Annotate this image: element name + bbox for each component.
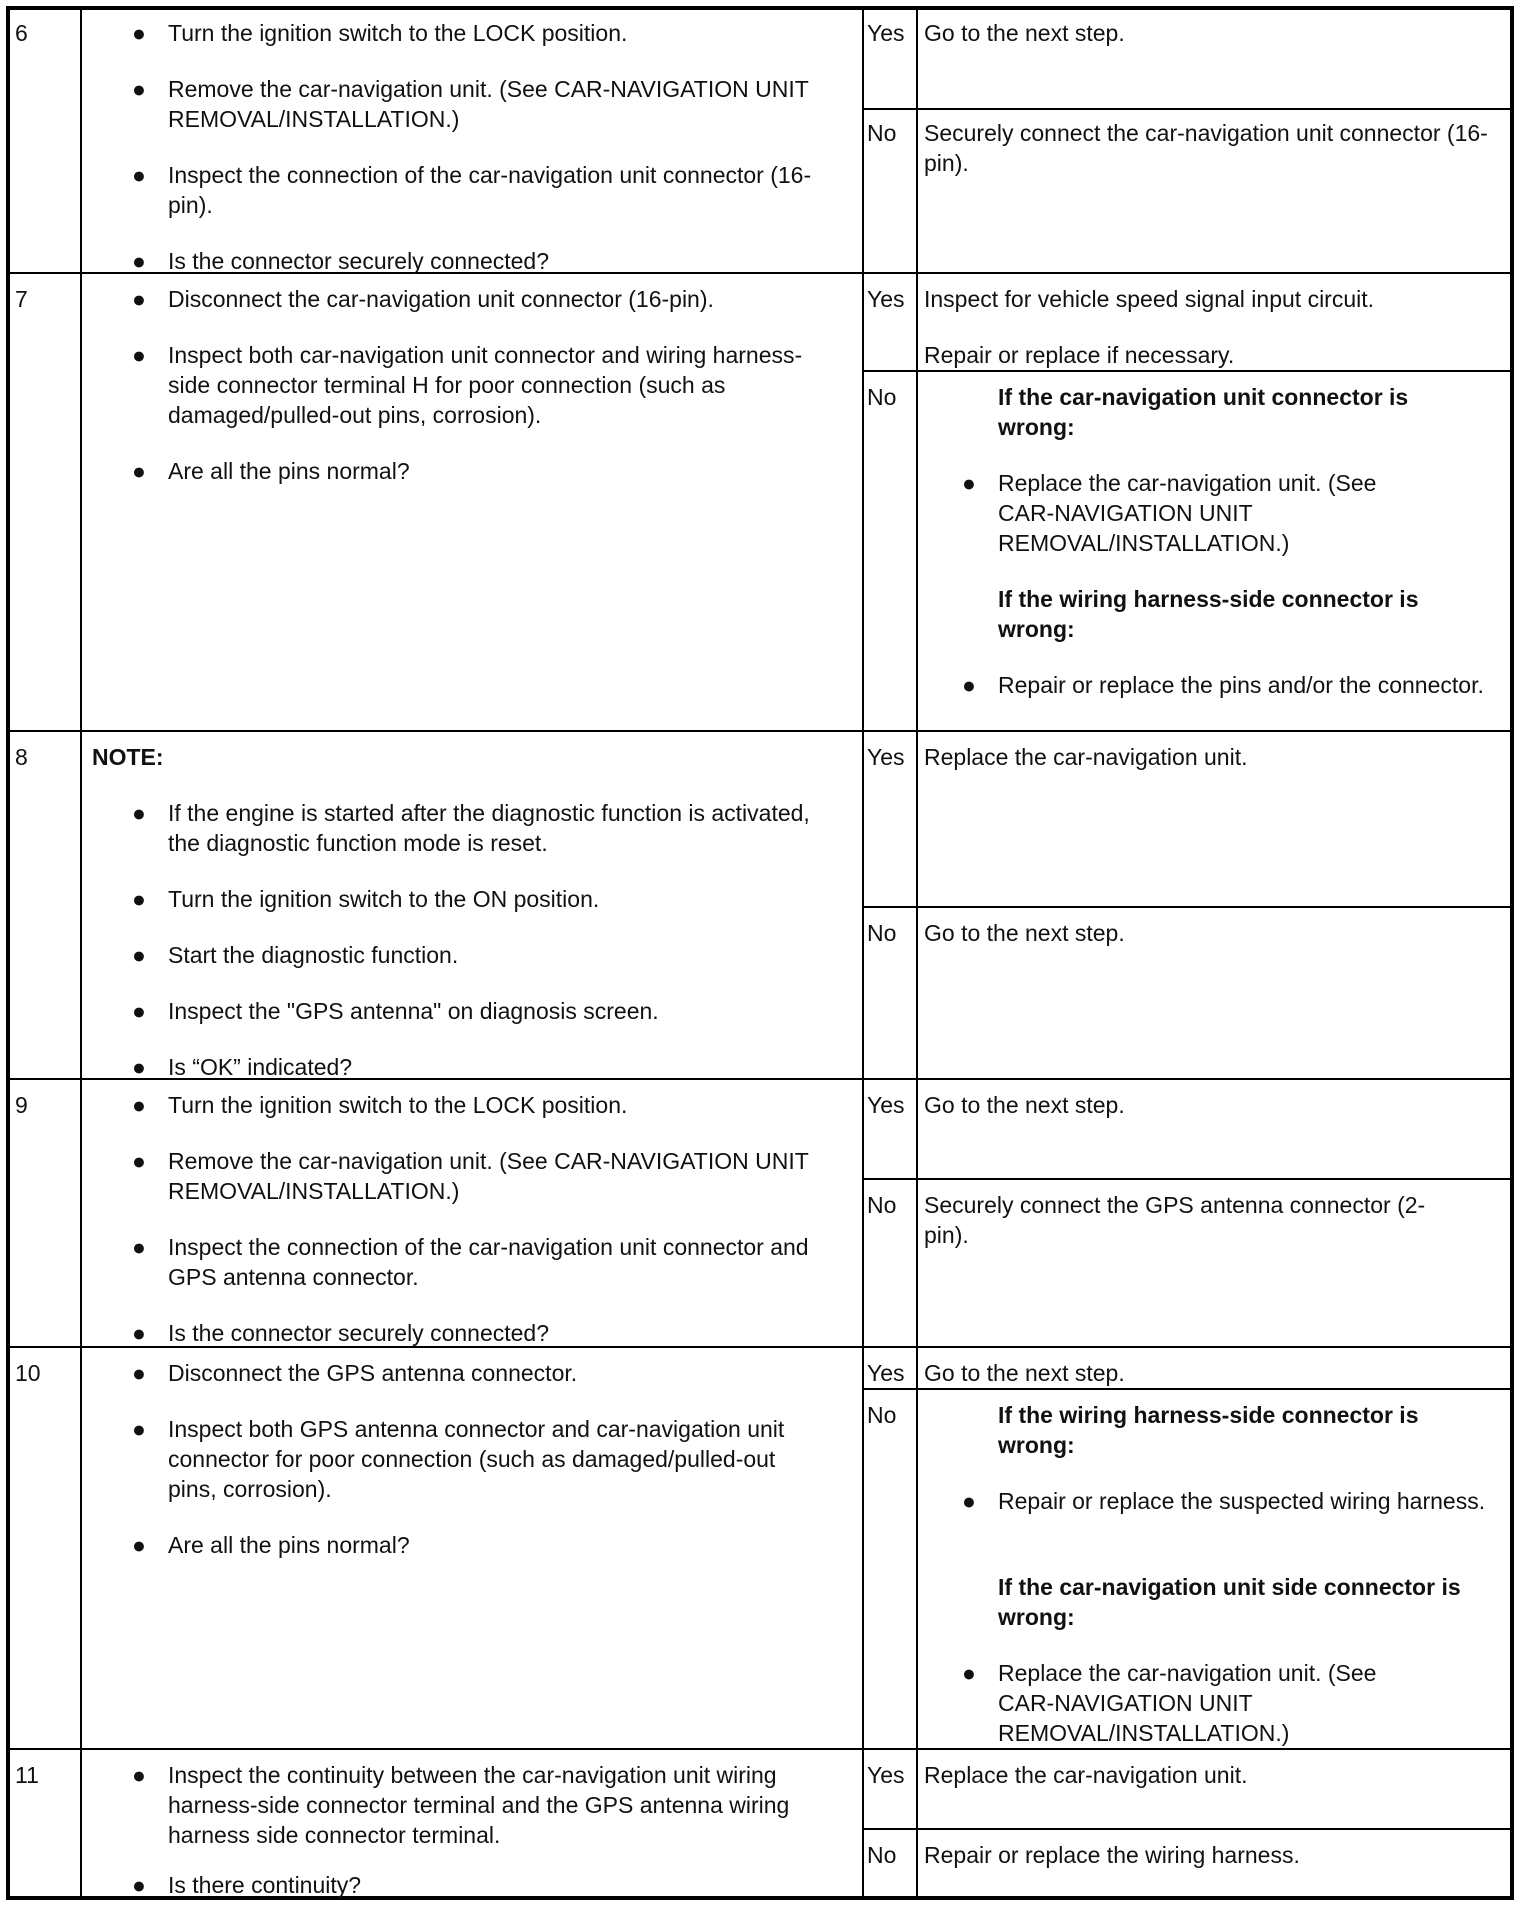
no-result: Securely connect the GPS antenna connector (2-pin). (924, 1192, 1426, 1248)
procedure-item: Remove the car-navigation unit. (See CAR-NAVIGATION UNIT REMOVAL/INSTALLATION.) (168, 76, 809, 132)
bullet-icon: ● (132, 998, 146, 1024)
yes-result: Go to the next step. (924, 1092, 1125, 1118)
bullet-icon: ● (132, 1416, 146, 1442)
bullet-icon: ● (132, 1360, 146, 1386)
no-result: Repair or replace the wiring harness. (924, 1842, 1300, 1868)
bullet-icon: ● (132, 1148, 146, 1174)
note-label: NOTE: (92, 744, 164, 770)
yes-label: Yes (867, 286, 905, 312)
bullet-icon: ● (132, 1532, 146, 1558)
bullet-icon: ● (132, 1054, 146, 1080)
yes-no-divider (862, 108, 1510, 110)
procedure-item: Is the connector securely connected? (168, 1320, 550, 1346)
bullet-icon: ● (132, 1234, 146, 1260)
column-divider-step (80, 10, 82, 1896)
procedure-item: Is “OK” indicated? (168, 1054, 353, 1080)
procedure-item: Are all the pins normal? (168, 1532, 410, 1558)
procedure-item: Inspect the connection of the car-navigation unit connector and GPS antenna connector. (168, 1234, 809, 1290)
yes-result: Go to the next step. (924, 20, 1125, 46)
no-result: Repair or replace the pins and/or the connector. (998, 672, 1484, 698)
bullet-icon: ● (132, 942, 146, 968)
yes-result: Go to the next step. (924, 1360, 1125, 1386)
procedure-item: Disconnect the GPS antenna connector. (168, 1360, 578, 1386)
step-number: 6 (15, 20, 28, 46)
yes-no-divider (862, 1388, 1510, 1390)
no-label: No (867, 920, 897, 946)
diagnostic-procedure-table (6, 6, 1514, 1900)
procedure-item: Turn the ignition switch to the LOCK position. (168, 20, 628, 46)
procedure-item: Inspect both GPS antenna connector and car-navigation unit connector for poor connection (such as damaged/pulled-out pins, corrosion). (168, 1416, 785, 1502)
yes-no-divider (862, 370, 1510, 372)
no-result: Go to the next step. (924, 920, 1125, 946)
step-number: 11 (15, 1762, 39, 1788)
no-result: Repair or replace the suspected wiring harness. (998, 1488, 1486, 1514)
bullet-icon: ● (132, 800, 146, 826)
no-label: No (867, 120, 897, 146)
procedure-item: Turn the ignition switch to the ON position. (168, 886, 600, 912)
bullet-icon: ● (962, 470, 976, 496)
procedure-item: Inspect both car-navigation unit connector and wiring harness-side connector terminal H for poor connection (such as damaged/pulled-out pins, corrosion). (168, 342, 803, 428)
procedure-item: Inspect the "GPS antenna" on diagnosis screen. (168, 998, 659, 1024)
bullet-icon: ● (132, 886, 146, 912)
procedure-item: Start the diagnostic function. (168, 942, 459, 968)
yes-result: Replace the car-navigation unit. (924, 744, 1248, 770)
yes-no-divider (862, 1178, 1510, 1180)
bullet-icon: ● (132, 20, 146, 46)
procedure-item: Is the connector securely connected? (168, 248, 550, 274)
yes-label: Yes (867, 1762, 905, 1788)
yes-label: Yes (867, 1360, 905, 1386)
step-number: 9 (15, 1092, 28, 1118)
condition-heading: If the wiring harness-side connector is wrong: (998, 586, 1419, 642)
condition-heading: If the wiring harness-side connector is wrong: (998, 1402, 1419, 1458)
yes-no-divider (862, 1828, 1510, 1830)
yes-result: Replace the car-navigation unit. (924, 1762, 1248, 1788)
yes-no-divider (862, 906, 1510, 908)
bullet-icon: ● (962, 1660, 976, 1686)
bullet-icon: ● (132, 458, 146, 484)
row-divider (10, 730, 1510, 732)
procedure-item: Are all the pins normal? (168, 458, 410, 484)
procedure-item: Disconnect the car-navigation unit connector (16-pin). (168, 286, 714, 312)
procedure-item: Inspect the continuity between the car-navigation unit wiring harness-side connector terminal and the GPS antenna wiring harness side connector terminal. (168, 1762, 790, 1848)
condition-heading: If the car-navigation unit side connector is wrong: (998, 1574, 1461, 1630)
no-result: Replace the car-navigation unit. (See CAR-NAVIGATION UNIT REMOVAL/INSTALLATION.) (998, 1660, 1377, 1746)
no-label: No (867, 1192, 897, 1218)
procedure-item: If the engine is started after the diagnostic function is activated, the diagnostic function mode is reset. (168, 800, 810, 856)
no-result: Replace the car-navigation unit. (See CAR-NAVIGATION UNIT REMOVAL/INSTALLATION.) (998, 470, 1377, 556)
yes-label: Yes (867, 1092, 905, 1118)
bullet-icon: ● (132, 1762, 146, 1788)
no-label: No (867, 1402, 897, 1428)
no-label: No (867, 384, 897, 410)
column-divider-action (862, 10, 864, 1896)
procedure-item: Turn the ignition switch to the LOCK position. (168, 1092, 628, 1118)
yes-label: Yes (867, 20, 905, 46)
bullet-icon: ● (132, 286, 146, 312)
bullet-icon: ● (132, 162, 146, 188)
bullet-icon: ● (132, 342, 146, 368)
yes-result: Inspect for vehicle speed signal input circuit. (924, 286, 1375, 312)
row-divider (10, 1748, 1510, 1750)
bullet-icon: ● (962, 1488, 976, 1514)
no-result: Securely connect the car-navigation unit connector (16-pin). (924, 120, 1488, 176)
procedure-item: Is there continuity? (168, 1872, 362, 1898)
yes-result: Repair or replace if necessary. (924, 342, 1235, 368)
bullet-icon: ● (962, 672, 976, 698)
column-divider-result (916, 10, 918, 1896)
condition-heading: If the car-navigation unit connector is wrong: (998, 384, 1409, 440)
step-number: 8 (15, 744, 28, 770)
bullet-icon: ● (132, 1872, 146, 1898)
step-number: 10 (15, 1360, 41, 1386)
bullet-icon: ● (132, 1320, 146, 1346)
procedure-item: Inspect the connection of the car-navigation unit connector (16-pin). (168, 162, 812, 218)
bullet-icon: ● (132, 248, 146, 274)
step-number: 7 (15, 286, 28, 312)
yes-label: Yes (867, 744, 905, 770)
bullet-icon: ● (132, 76, 146, 102)
procedure-item: Remove the car-navigation unit. (See CAR-NAVIGATION UNIT REMOVAL/INSTALLATION.) (168, 1148, 809, 1204)
bullet-icon: ● (132, 1092, 146, 1118)
no-label: No (867, 1842, 897, 1868)
